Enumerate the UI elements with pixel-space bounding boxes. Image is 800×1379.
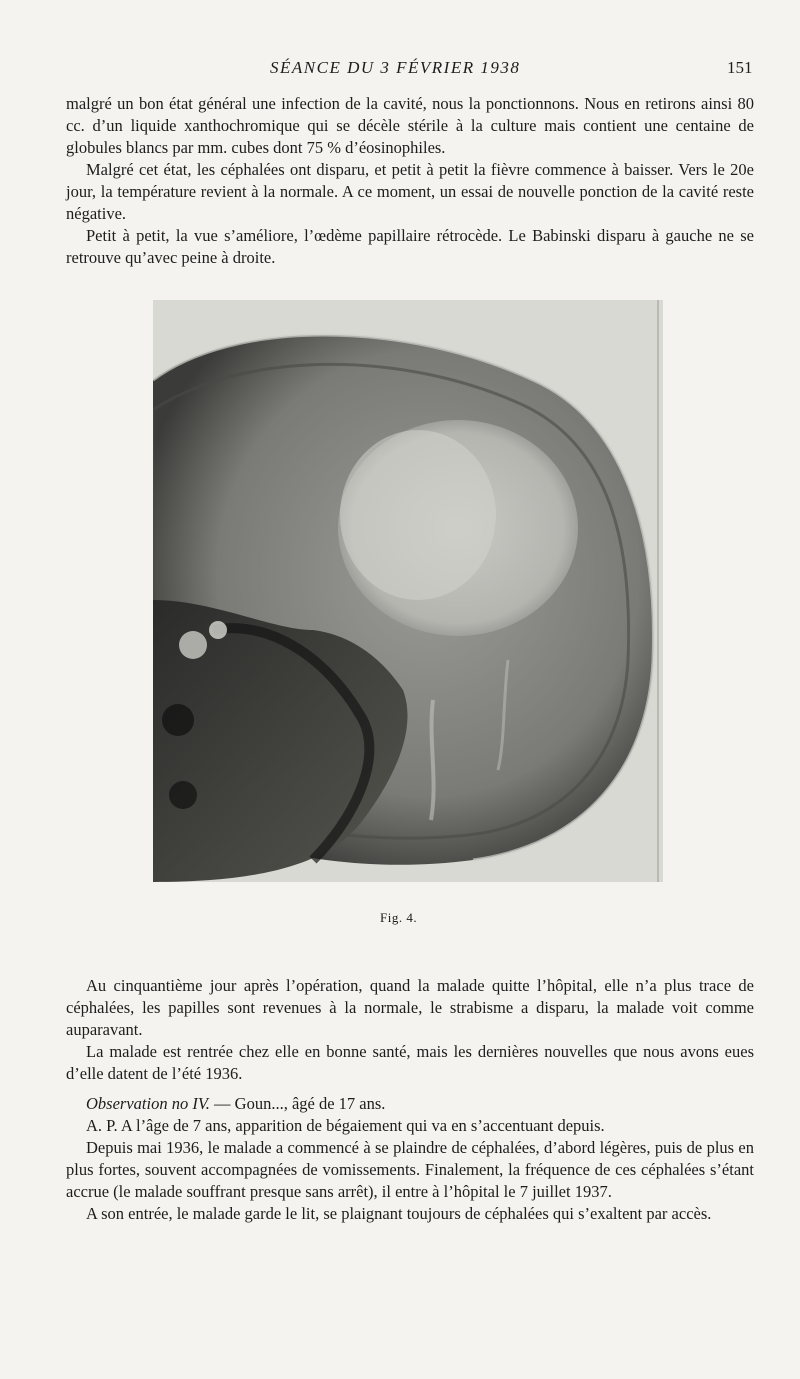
paragraph: La malade est rentrée chez elle en bonne santé, mais les dernières nouvelles que nous avons eues d’elle datent de l’été 1936. — [66, 1042, 754, 1083]
body-text-bottom — [66, 1093, 754, 1225]
observation-title: Observation no IV. — [86, 1094, 210, 1113]
page-number: 151 — [727, 58, 753, 77]
body-text-top — [66, 93, 754, 269]
paragraph: Au cinquantième jour après l’opération, quand la malade quitte l’hôpital, elle n’a plus trace de céphalées, les papilles sont revenues à la normale, le strabisme a disparu, la malade voit comme auparavant. — [66, 976, 754, 1039]
paragraph: A son entrée, le malade garde le lit, se plaignant toujours de céphalées qui s’exaltent par accès. — [86, 1204, 712, 1223]
skull-xray-icon — [153, 300, 663, 882]
paragraph: A. P. A l’âge de 7 ans, apparition de bégaiement qui va en s’accentuant depuis. — [86, 1116, 605, 1135]
paragraph: Petit à petit, la vue s’améliore, l’œdème papillaire rétrocède. Le Babinski disparu à gauche ne se retrouve qu’avec peine à droite. — [66, 226, 754, 267]
running-header — [0, 58, 800, 84]
body-text-middle — [66, 975, 754, 1085]
observation-subject: — Goun..., âgé de 17 ans. — [209, 1094, 386, 1113]
paragraph: malgré un bon état général une infection de la cavité, nous la ponctionnons. Nous en retirons ainsi 80 cc. d’un liquide xanthochromique qui se décèle stérile à la culture mais contient une centaine de globules blancs par mm. cubes dont 75 % d’éosinophiles. — [66, 94, 754, 157]
running-title: SÉANCE DU 3 FÉVRIER 1938 — [270, 58, 521, 77]
figure-4 — [153, 300, 663, 882]
observation-heading — [66, 1093, 754, 1115]
paragraph: Malgré cet état, les céphalées ont disparu, et petit à petit la fièvre commence à baisser. Vers le 20e jour, la température revient à la normale. A ce moment, un essai de nouvelle ponction de la cavité reste négative. — [66, 160, 754, 223]
paragraph: Depuis mai 1936, le malade a commencé à se plaindre de céphalées, d’abord légères, puis de plus en plus fortes, souvent accompagnées de vomissements. Finalement, la fréquence de ces céphalées s’étant accrue (le malade souffrant presque sans arrêt), il entre à l’hôpital le 7 juillet 1937. — [66, 1138, 754, 1201]
figure-caption: Fig. 4. — [380, 910, 418, 925]
